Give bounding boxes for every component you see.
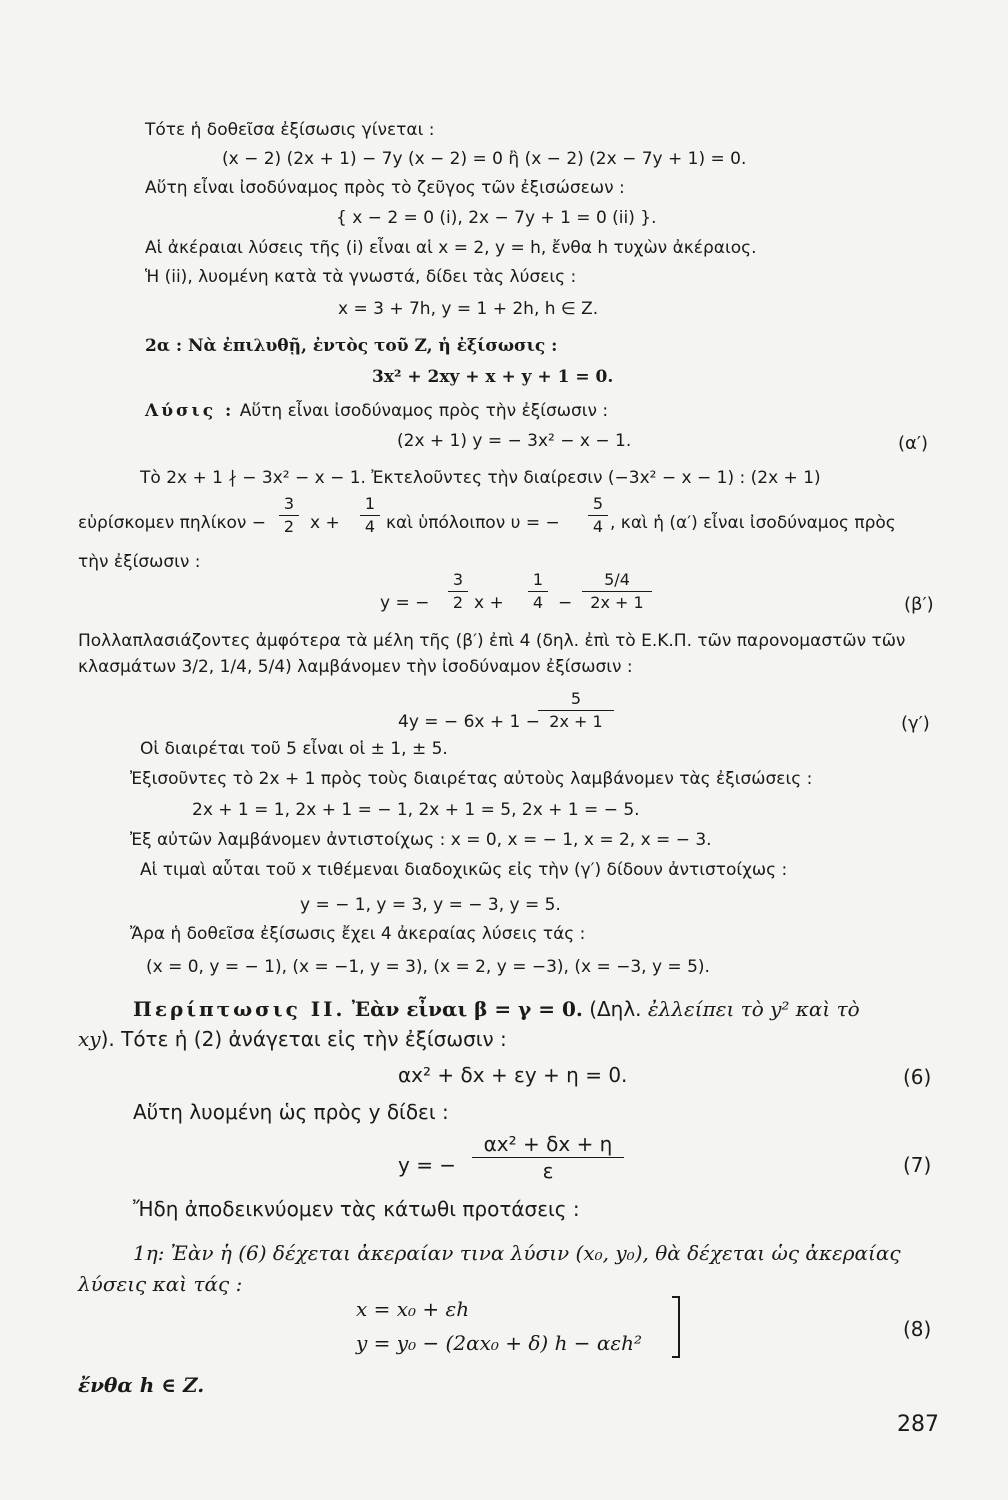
text-line: Αἱ τιμαὶ αὗται τοῦ x τιθέμεναι διαδοχικῶς εἰς τὴν (γ′) δίδουν ἀντιστοίχως : xyxy=(140,860,788,880)
fraction xyxy=(588,494,608,537)
equation-line: y = y₀ − (2αx₀ + δ) h − αεh² xyxy=(356,1331,643,1355)
numerator: 3 xyxy=(283,494,295,513)
text-span: , καὶ ἡ (α′) εἶναι ἰσοδύναμος πρὸς xyxy=(610,513,896,533)
text-line: Αὕτη εἶναι ἰσοδύναμος πρὸς τὸ ζεῦγος τῶν ἐξισώσεων : xyxy=(145,178,625,198)
denominator: ε xyxy=(542,1159,554,1183)
text-span: xy xyxy=(78,1027,101,1051)
text-line: Ἡ (ii), λυομένη κατὰ τὰ γνωστά, δίδει τὰς λύσεις : xyxy=(145,267,577,287)
denominator: 4 xyxy=(592,517,604,536)
fraction xyxy=(279,494,299,537)
case-condition: Ἐὰν εἶναι β = γ = 0. xyxy=(351,997,583,1021)
fraction xyxy=(472,1132,624,1183)
numerator: 1 xyxy=(364,494,376,513)
denominator: 4 xyxy=(364,517,376,536)
fraction-bar xyxy=(528,591,548,592)
numerator: αx² + δx + η xyxy=(483,1132,613,1156)
equation-line: x = 3 + 7h, y = 1 + 2h, h ∈ Z. xyxy=(338,299,599,319)
equation-line: x = x₀ + εh xyxy=(356,1297,470,1321)
equation-line: (x = 0, y = − 1), (x = −1, y = 3), (x = 2, y = −3), (x = −3, y = 5). xyxy=(146,957,710,977)
text-line: Ἄρα ἡ δοθεῖσα ἐξίσωσις ἔχει 4 ἀκεραίας λύσεις τάς : xyxy=(130,924,586,944)
fraction-bar xyxy=(582,591,652,592)
equation-line: { x − 2 = 0 (i), 2x − 7y + 1 = 0 (ii) }. xyxy=(336,208,657,228)
equation-line: y = − 1, y = 3, y = − 3, y = 5. xyxy=(300,895,561,915)
text-line: Τότε ἡ δοθεῖσα ἐξίσωσις γίνεται : xyxy=(145,120,435,140)
equation-number: (6) xyxy=(903,1065,932,1089)
equation-number: (γ′) xyxy=(901,713,930,734)
numerator: 5 xyxy=(570,689,582,708)
denominator: 2 xyxy=(452,593,464,612)
solution-label: Λύσις : xyxy=(145,401,235,421)
text-span: καὶ ὑπόλοιπον υ = − xyxy=(386,513,560,533)
proposition-text: 1η: Ἐὰν ἡ (6) δέχεται ἀκεραίαν τινα λύσιν (x₀, y₀), θὰ δέχεται ὡς ἀκεραίας xyxy=(133,1241,901,1265)
numerator: 5 xyxy=(592,494,604,513)
numerator: 1 xyxy=(532,570,544,589)
text-span: Αὕτη εἶναι ἰσοδύναμος πρὸς τὴν ἐξίσωσιν : xyxy=(239,401,609,421)
text-span: εὑρίσκομεν πηλίκον − xyxy=(78,513,267,533)
fraction-bar xyxy=(588,515,608,516)
text-span: y = − xyxy=(380,593,430,613)
numerator: 3 xyxy=(452,570,464,589)
fraction-bar xyxy=(279,515,299,516)
denominator: 2x + 1 xyxy=(590,593,644,612)
fraction xyxy=(582,570,652,613)
equation-line: (2x + 1) y = − 3x² − x − 1. xyxy=(397,431,632,451)
equation-number: (β′) xyxy=(904,594,934,615)
page-number: 287 xyxy=(897,1412,939,1437)
text-span: ). Τότε ἡ (2) ἀνάγεται εἰς τὴν ἐξίσωσιν : xyxy=(100,1027,507,1051)
text-line: Ἐξ αὐτῶν λαμβάνομεν ἀντιστοίχως : x = 0, x = − 1, x = 2, x = − 3. xyxy=(130,830,712,850)
equation-number: (α′) xyxy=(898,433,928,454)
fraction-bar xyxy=(538,710,614,711)
text-line xyxy=(78,1026,507,1052)
text-span: (Δηλ. xyxy=(589,997,642,1021)
denominator: 4 xyxy=(532,593,544,612)
equation-line: αx² + δx + εy + η = 0. xyxy=(398,1063,628,1087)
equation-line: 2x + 1 = 1, 2x + 1 = − 1, 2x + 1 = 5, 2x + 1 = − 5. xyxy=(192,800,640,820)
denominator: 2 xyxy=(283,517,295,536)
text-line: ἔνθα h ∈ Z. xyxy=(78,1373,205,1397)
equation-number: (8) xyxy=(903,1317,932,1341)
text-line: Ἐξισοῦντες τὸ 2x + 1 πρὸς τοὺς διαιρέτας αὐτοὺς λαμβάνομεν τὰς ἐξισώσεις : xyxy=(130,769,813,789)
fraction xyxy=(538,689,614,732)
text-line: Τὸ 2x + 1 ∤ − 3x² − x − 1. Ἐκτελοῦντες τὴν διαίρεσιν (−3x² − x − 1) : (2x + 1) xyxy=(140,468,821,488)
fraction xyxy=(528,570,548,613)
text-span: − xyxy=(558,593,573,613)
text-line: Ἤδη ἀποδεικνύομεν τὰς κάτωθι προτάσεις : xyxy=(133,1197,580,1221)
brace xyxy=(672,1296,680,1358)
text-line: Οἱ διαιρέται τοῦ 5 εἶναι οἱ ± 1, ± 5. xyxy=(140,739,448,759)
text-line: Αὕτη λυομένη ὡς πρὸς y δίδει : xyxy=(133,1100,449,1124)
fraction-bar xyxy=(472,1157,624,1158)
text-span: ἐλλείπει τὸ y² καὶ τὸ xyxy=(647,997,860,1021)
text-line: Πολλαπλασιάζοντες ἀμφότερα τὰ μέλη τῆς (β′) ἐπὶ 4 (δηλ. ἐπὶ τὸ Ε.Κ.Π. τῶν παρονομαστῶν τῶν xyxy=(78,631,906,651)
text-span: 4y = − 6x + 1 − xyxy=(398,712,540,732)
equation-number: (7) xyxy=(903,1153,932,1177)
denominator: 2x + 1 xyxy=(549,712,603,731)
text-span: x + xyxy=(474,593,504,613)
equation-line: (x − 2) (2x + 1) − 7y (x − 2) = 0 ἢ (x − 2) (2x − 7y + 1) = 0. xyxy=(222,149,747,169)
case-heading: Περίπτωσις ΙΙ. xyxy=(133,997,346,1021)
fraction-bar xyxy=(448,591,468,592)
text-line xyxy=(145,400,608,422)
numerator: 5/4 xyxy=(604,570,630,589)
exercise-heading: 2α : Νὰ ἐπιλυθῇ, ἐντὸς τοῦ Z, ἡ ἐξίσωσις : xyxy=(145,336,558,356)
proposition-text: λύσεις καὶ τάς : xyxy=(78,1272,243,1296)
fraction-bar xyxy=(360,515,380,516)
fraction xyxy=(448,570,468,613)
fraction xyxy=(360,494,380,537)
text-line: τὴν ἐξίσωσιν : xyxy=(78,552,201,572)
equation-line: 3x² + 2xy + x + y + 1 = 0. xyxy=(372,367,614,387)
text-span: x + xyxy=(310,513,340,533)
text-line xyxy=(133,996,860,1022)
text-line: κλασμάτων 3/2, 1/4, 5/4) λαμβάνομεν τὴν ἰσοδύναμον ἐξίσωσιν : xyxy=(78,657,633,677)
text-line: Αἱ ἀκέραιαι λύσεις τῆς (i) εἶναι αἱ x = 2, y = h, ἔνθα h τυχὼν ἀκέραιος. xyxy=(145,238,757,258)
text-span: y = − xyxy=(398,1153,457,1177)
